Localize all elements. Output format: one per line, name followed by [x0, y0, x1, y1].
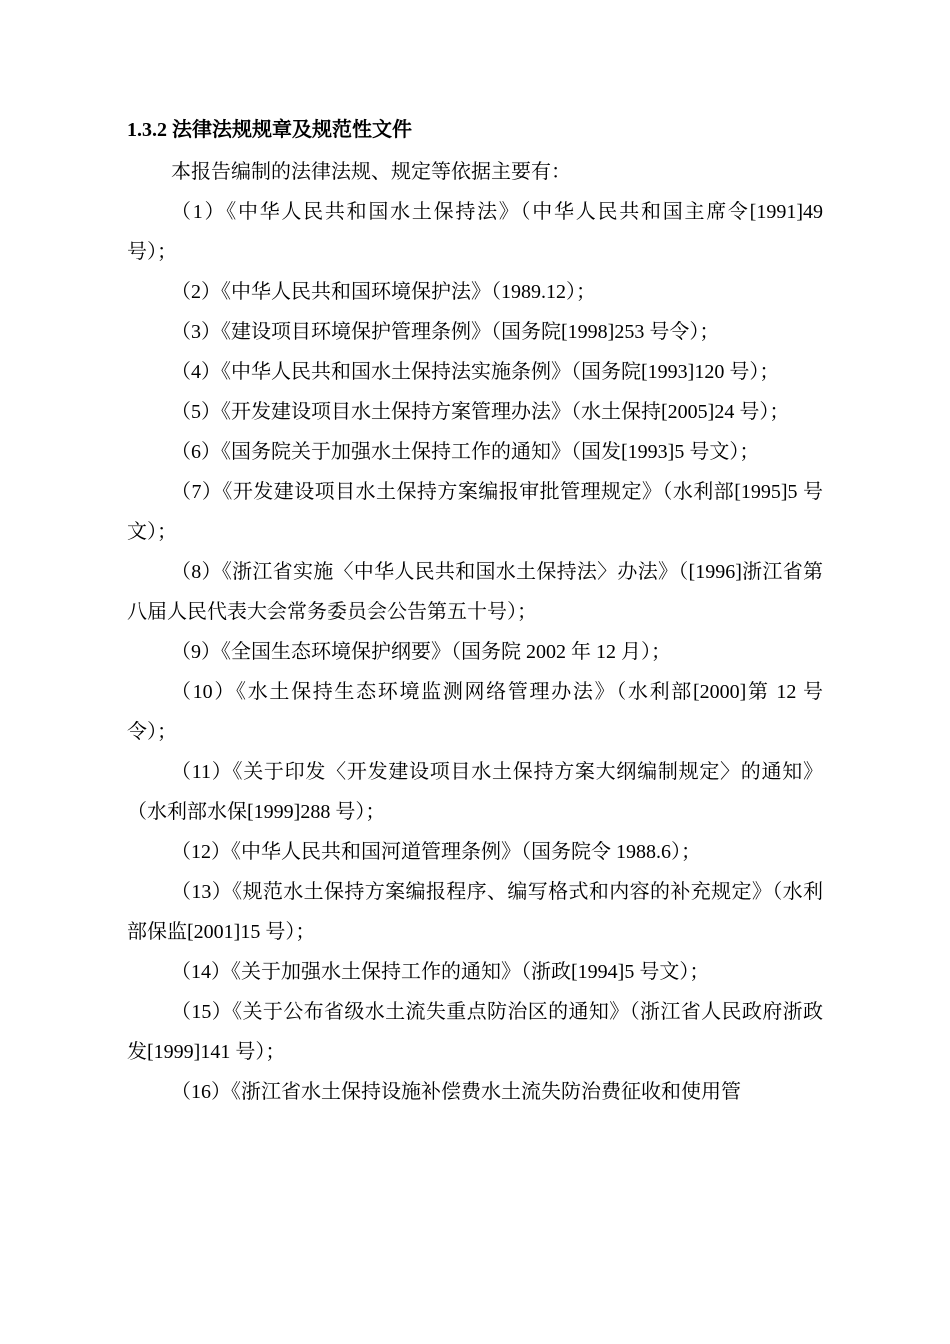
list-item: （7）《开发建设项目水土保持方案编报审批管理规定》（水利部[1995]5 号文）； — [127, 481, 823, 543]
list-item: （11）《关于印发〈开发建设项目水土保持方案大纲编制规定〉的通知》（水利部水保[1999]288 号）； — [127, 761, 823, 823]
section-heading: 1.3.2 法律法规规章及规范性文件 — [127, 119, 412, 141]
list-item: （6）《国务院关于加强水土保持工作的通知》（国发[1993]5 号文）； — [171, 441, 760, 463]
list-item: （14）《关于加强水土保持工作的通知》（浙政[1994]5 号文）； — [171, 961, 710, 983]
list-item: （2）《中华人民共和国环境保护法》（1989.12）； — [171, 281, 596, 303]
list-item: （13）《规范水土保持方案编报程序、编写格式和内容的补充规定》（水利部保监[2001]15 号）； — [127, 881, 823, 943]
list-item: （12）《中华人民共和国河道管理条例》（国务院令 1988.6）； — [171, 841, 701, 863]
document-content — [127, 112, 823, 1112]
list-item: （15）《关于公布省级水土流失重点防治区的通知》（浙江省人民政府浙政发[1999]141 号）； — [127, 1001, 823, 1063]
list-item: （16）《浙江省水土保持设施补偿费水土流失防治费征收和使用管 — [171, 1081, 741, 1103]
list-item: （3）《建设项目环境保护管理条例》（国务院[1998]253 号令）； — [171, 321, 720, 343]
list-item: （10）《水土保持生态环境监测网络管理办法》（水利部[2000]第 12 号令）； — [127, 681, 823, 743]
intro-paragraph: 本报告编制的法律法规、规定等依据主要有： — [171, 161, 571, 183]
list-item: （9）《全国生态环境保护纲要》（国务院 2002 年 12 月）； — [171, 641, 671, 663]
list-item: （8）《浙江省实施〈中华人民共和国水土保持法〉办法》（[1996]浙江省第八届人民代表大会常务委员会公告第五十号）； — [127, 561, 823, 623]
list-item: （4）《中华人民共和国水土保持法实施条例》（国务院[1993]120 号）； — [171, 361, 780, 383]
list-item: （1）《中华人民共和国水土保持法》（中华人民共和国主席令[1991]49 号）； — [127, 201, 823, 263]
regulation-list — [127, 192, 823, 1112]
list-item: （5）《开发建设项目水土保持方案管理办法》（水土保持[2005]24 号）； — [171, 401, 790, 423]
